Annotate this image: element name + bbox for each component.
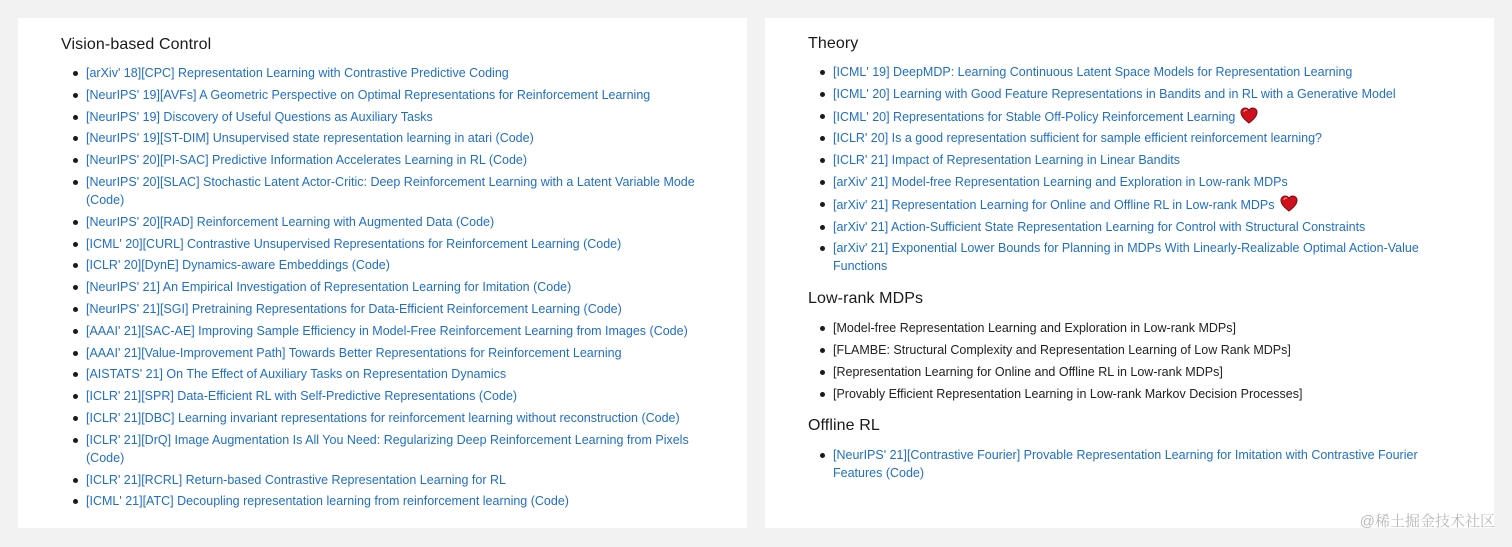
paper-link[interactable]: [ICML' 21][ATC] Decoupling representation learning from reinforcement learning <box>86 494 528 509</box>
paper-link[interactable]: [arXiv' 18][CPC] Representation Learning with Contrastive Predictive Coding <box>86 66 509 80</box>
code-link[interactable]: Code <box>492 153 523 168</box>
paper-link[interactable]: [NeurIPS' 21][SGI] Pretraining Representations for Data-Efficient Reinforcement Learning <box>86 301 581 316</box>
section-title-theory: Theory <box>808 35 859 52</box>
list-item <box>61 300 707 318</box>
code-paren-close: ) <box>617 236 622 251</box>
paper-link[interactable]: [ICLR' 21] Impact of Representation Learning in Linear Bandits <box>833 153 1181 168</box>
code-paren-open: ( <box>579 236 588 251</box>
right-panel <box>765 18 1494 528</box>
paper-link[interactable]: [AAAI' 21][SAC-AE] Improving Sample Efficiency in Model-Free Reinforcement Learning from Images <box>86 323 647 338</box>
lowrank-paper-title: [Representation Learning for Online and Offline RL in Low-rank MDPs] <box>833 364 1223 379</box>
code-link[interactable]: Code <box>499 131 530 146</box>
section-title-vision-control: Vision-based Control <box>61 36 212 53</box>
code-paren-close: ) <box>490 214 495 229</box>
code-paren-open: ( <box>882 465 890 480</box>
list-item <box>61 213 707 231</box>
code-link[interactable]: Code <box>483 389 513 404</box>
paper-link[interactable]: [ICLR' 21][DBC] Learning invariant representations for reinforcement learning without reconstruction <box>86 410 638 425</box>
list-item <box>808 173 1454 191</box>
list-item <box>808 151 1454 169</box>
list-item <box>61 151 707 169</box>
paper-link[interactable]: [arXiv' 21] Action-Sufficient State Representation Learning for Control with Structural Constraints <box>833 219 1366 234</box>
list-item <box>808 341 1454 359</box>
paper-link[interactable]: [ICLR' 21][SPR] Data-Efficient RL with Self-Predictive Representations <box>86 389 476 404</box>
code-link[interactable]: Code <box>889 465 920 480</box>
list-item <box>808 85 1454 103</box>
list-item <box>61 64 707 82</box>
paper-link[interactable]: [arXiv' 21] Exponential Lower Bounds for Planning in MDPs With Linearly-Realizable Optimal Action-Value Functions <box>833 241 1419 274</box>
paper-link[interactable]: [ICML' 20] Learning with Good Feature Representations in Bandits and in RL with a Generative Model <box>833 86 1396 101</box>
paper-link[interactable]: [arXiv' 21] Representation Learning for Online and Offline RL in Low-rank MDPs <box>833 197 1275 212</box>
list-item <box>61 129 707 147</box>
list-item <box>61 409 707 427</box>
code-link[interactable]: Code <box>537 280 568 295</box>
list-item <box>61 471 707 489</box>
code-link[interactable]: Code <box>587 301 618 316</box>
list-item <box>808 319 1454 337</box>
code-link[interactable]: Code <box>645 410 676 425</box>
code-paren-open: ( <box>580 301 588 316</box>
code-paren-open: ( <box>452 214 461 229</box>
code-paren-open: ( <box>492 131 500 146</box>
offline-list <box>808 446 1454 482</box>
paper-link[interactable]: [NeurIPS' 19] Discovery of Useful Questions as Auxiliary Tasks <box>86 109 433 124</box>
list-item <box>61 431 707 467</box>
lowrank-paper-title: [Model-free Representation Learning and Exploration in Low-rank MDPs] <box>833 321 1236 336</box>
code-paren-open: ( <box>475 389 484 404</box>
watermark: @稀土掘金技术社区 <box>1359 513 1495 530</box>
code-link[interactable]: Code <box>653 323 684 338</box>
code-paren-close: ) <box>675 410 680 425</box>
code-link[interactable]: Code <box>90 450 121 465</box>
paper-link[interactable]: [ICLR' 21][RCRL] Return-based Contrastive Representation Learning for RL <box>86 472 506 487</box>
list-item <box>808 446 1454 482</box>
code-paren-close: ) <box>564 494 569 509</box>
list-item <box>808 107 1454 126</box>
list-item <box>808 218 1454 236</box>
code-paren-close: ) <box>567 280 572 295</box>
list-item <box>61 108 707 126</box>
lowrank-paper-title: [Provably Efficient Representation Learning in Low-rank Markov Decision Processes] <box>833 386 1303 401</box>
list-item <box>808 63 1454 81</box>
paper-link[interactable]: [ICLR' 20] Is a good representation sufficient for sample efficient reinforcement learning? <box>833 131 1323 146</box>
paper-link[interactable]: [ICML' 20] Representations for Stable Off-Policy Reinforcement Learning <box>833 109 1236 124</box>
paper-link[interactable]: [AISTATS' 21] On The Effect of Auxiliary Tasks on Representation Dynamics <box>86 367 507 382</box>
list-item <box>808 129 1454 147</box>
code-paren-close: ) <box>522 153 528 168</box>
paper-link[interactable]: [ICLR' 21][DrQ] Image Augmentation Is All You Need: Regularizing Deep Reinforcement Learning from Pixels <box>86 432 689 447</box>
paper-link[interactable]: [NeurIPS' 19][ST-DIM] Unsupervised state representation learning in atari <box>86 131 493 146</box>
paper-link[interactable]: [AAAI' 21][Value-Improvement Path] Towards Better Representations for Reinforcement Learning <box>86 345 622 360</box>
code-paren-close: ) <box>385 258 390 273</box>
paper-link[interactable]: [NeurIPS' 21][Contrastive Fourier] Provable Representation Learning for Imitation with Contrastive Fourier Features <box>833 447 1418 480</box>
lowrank-list <box>808 319 1454 402</box>
list-item <box>61 278 707 296</box>
code-link[interactable]: Code <box>534 494 565 509</box>
vision-control-list <box>61 64 707 510</box>
code-paren-close: ) <box>683 323 688 338</box>
code-paren-open: ( <box>348 258 356 273</box>
code-paren-close: ) <box>529 131 534 146</box>
paper-link[interactable]: [NeurIPS' 19][AVFs] A Geometric Perspective on Optimal Representations for Reinforcement Learning <box>86 87 651 102</box>
paper-link[interactable]: [ICML' 20][CURL] Contrastive Unsupervised Representations for Reinforcement Learning <box>86 236 580 251</box>
list-item <box>61 322 707 340</box>
code-link[interactable]: Code <box>460 214 490 229</box>
heart-icon <box>1240 107 1258 124</box>
paper-link[interactable]: [NeurIPS' 20][PI-SAC] Predictive Information Accelerates Learning in RL <box>86 153 486 168</box>
code-paren-close: ) <box>120 450 125 465</box>
list-item <box>61 256 707 274</box>
list-item <box>61 387 707 405</box>
section-title-offline: Offline RL <box>808 416 880 434</box>
code-link[interactable]: Code <box>587 236 618 251</box>
list-item <box>61 492 707 510</box>
code-paren-open: ( <box>646 323 654 338</box>
section-title-lowrank: Low-rank MDPs <box>808 290 924 308</box>
list-item <box>808 195 1454 214</box>
code-paren-close: ) <box>512 389 518 404</box>
paper-link[interactable]: [ICLR' 20][DynE] Dynamics-aware Embeddings <box>86 258 349 273</box>
heart-icon <box>1280 195 1298 212</box>
code-paren-close: ) <box>120 192 125 207</box>
code-paren-open: ( <box>637 410 646 425</box>
paper-link[interactable]: [NeurIPS' 21] An Empirical Investigation of Representation Learning for Imitation <box>86 280 530 295</box>
list-item <box>808 239 1454 275</box>
list-item <box>61 365 707 383</box>
paper-link[interactable]: [NeurIPS' 20][SLAC] Stochastic Latent Actor-Critic: Deep Reinforcement Learning with a Latent Variable Mode <box>86 174 695 189</box>
paper-link[interactable]: [arXiv' 21] Model-free Representation Learning and Exploration in Low-rank MDPs <box>833 174 1288 189</box>
code-paren-open: ( <box>485 153 493 168</box>
lowrank-paper-title: [FLAMBE: Structural Complexity and Representation Learning of Low Rank MDPs] <box>833 343 1291 358</box>
paper-link[interactable]: [ICML' 19] DeepMDP: Learning Continuous Latent Space Models for Representation Learning <box>833 65 1353 79</box>
theory-list <box>808 63 1454 275</box>
code-paren-open: ( <box>529 280 538 295</box>
code-link[interactable]: Code <box>90 192 121 207</box>
code-paren-open: ( <box>527 494 535 509</box>
code-paren-close: ) <box>919 465 925 480</box>
list-item <box>61 86 707 104</box>
paper-link[interactable]: [NeurIPS' 20][RAD] Reinforcement Learning with Augmented Data <box>86 214 453 229</box>
list-item <box>808 363 1454 381</box>
list-item <box>808 385 1454 403</box>
list-item <box>61 344 707 362</box>
code-link[interactable]: Code <box>355 258 386 273</box>
code-paren-open: ( <box>86 192 91 207</box>
code-paren-close: ) <box>617 301 622 316</box>
list-item <box>61 173 707 209</box>
list-item <box>61 235 707 253</box>
left-panel <box>18 18 747 528</box>
code-paren-open: ( <box>86 450 91 465</box>
